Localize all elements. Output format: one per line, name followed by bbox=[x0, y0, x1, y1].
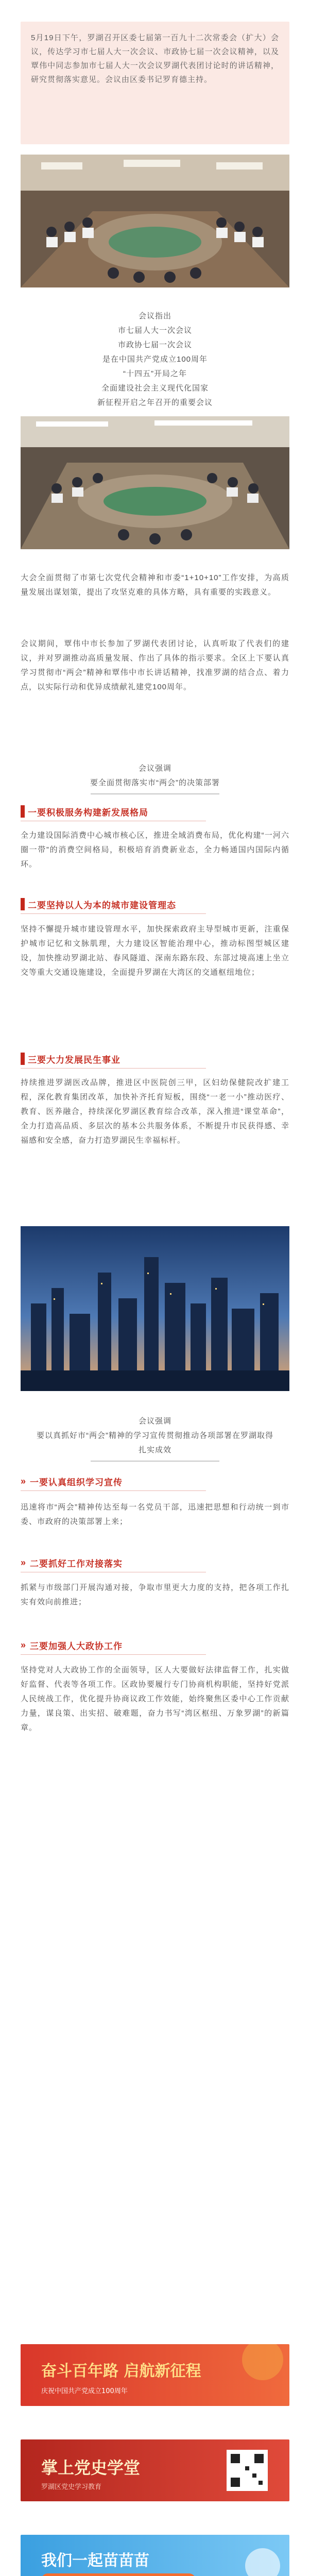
heading-underline bbox=[21, 913, 206, 914]
chevron-right-icon: » bbox=[21, 1557, 26, 1568]
meeting-point-line: 市七届人大一次会议 bbox=[117, 326, 192, 335]
city-skyline-photo bbox=[21, 1226, 289, 1391]
banner-subtitle: 罗湖区党史学习教育 bbox=[41, 2483, 102, 2491]
section-2-title: 要以真抓好市“两会”精神的学习宣传贯彻推动各项部署在罗湖取得扎实成效 bbox=[37, 1431, 273, 1454]
meeting-point-line: “十四五”开局之年 bbox=[123, 369, 187, 378]
meeting-points bbox=[21, 309, 289, 410]
section-1-title: 要全面贯彻落实市“两会”的决策部署 bbox=[90, 778, 220, 787]
chevron-right-icon: » bbox=[21, 1640, 26, 1650]
meeting-points-lead: 会议指出 bbox=[138, 312, 171, 320]
meeting-point-line: 全面建设社会主义现代化国家 bbox=[101, 384, 209, 393]
section-2-item-3-heading: » 三要加强人大政协工作 bbox=[21, 1637, 123, 1653]
meeting-photo-2 bbox=[21, 416, 289, 549]
meeting-point-line: 是在中国共产党成立100周年 bbox=[102, 355, 208, 364]
banner-party-history[interactable] bbox=[21, 2439, 289, 2501]
section-2-item-2-text: 抓紧与市级部门开展沟通对接，争取市里更大力度的支持，把各项工作扎实有效向前推进； bbox=[21, 1583, 289, 1606]
heading-marker bbox=[21, 898, 25, 910]
heading-underline bbox=[21, 1068, 206, 1069]
chevron-right-icon: » bbox=[21, 1476, 26, 1486]
section-1-item-2-heading: 二要坚持以人为本的城市建设管理态 bbox=[21, 896, 176, 912]
section-divider bbox=[91, 1461, 219, 1462]
banner-title: 我们一起苗苗苗 bbox=[41, 2552, 149, 2570]
paragraph-1: 大会全面贯彻了市第七次党代会精神和市委“1+10+10”工作安排，为高质量发展出谋划策，提出了攻坚克难的具体方略，具有重要的实践意义。 bbox=[21, 573, 289, 597]
section-1-item-1-text: 全力建设国际消费中心城市核心区，推进全域消费布局，优化构建“一河六圈一带”的消费空间格局，积极培育消费新业态，全力畅通国内国际内循环。 bbox=[21, 831, 289, 869]
section-2-lead: 会议强调 bbox=[138, 1417, 171, 1426]
banner-centennial[interactable] bbox=[21, 2344, 289, 2406]
banner-title: 奋斗百年路 启航新征程 bbox=[41, 2362, 201, 2380]
paragraph-2: 会议期间，覃伟中市长参加了罗湖代表团讨论，认真听取了代表们的建议，并对罗湖推动高质量发展、作出了具体的指示要求。全区上下要认真学习贯彻市“两会”精神和覃伟中市长讲话精神，找准罗湖的结合点、着力点，以实际行动和优异成绩献礼建党100周年。 bbox=[21, 639, 289, 691]
section-1-item-3-text: 持续推进罗湖医改品牌，推进区中医院创三甲，区妇幼保健院改扩建工程，深化教育集团改革，加快补齐托育短板，围绕“一老一小”推动医疗、教育、医养融合，持续深化罗湖区教育综合改革，深入推进“课堂革命”，全力打造高品质、多层次的基本公共服务体系，不断提升市民获得感、幸福感和安全感，奋力打造罗湖民生幸福标杆。 bbox=[21, 1078, 289, 1145]
intro-summary: 5月19日下午，罗湖召开区委七届第一百九十二次常委会（扩大）会议，传达学习市七届人大一次会议、市政协七届一次会议精神，以及覃伟中同志参加市七届人大一次会议罗湖代表团讨论时的讲话精神，研究贯彻落实意见。会议由区委书记罗育德主持。 bbox=[21, 22, 289, 144]
section-1-item-3-heading: 三要大力发展民生事业 bbox=[21, 1051, 120, 1066]
section-divider bbox=[91, 793, 219, 794]
heading-marker bbox=[21, 805, 25, 818]
banner-subtitle: 庆祝中国共产党成立100周年 bbox=[41, 2387, 128, 2395]
heading-underline bbox=[21, 1654, 206, 1655]
section-2-heading bbox=[21, 1414, 289, 1462]
section-2-item-1-heading: » 一要认真组织学习宣传 bbox=[21, 1473, 123, 1489]
section-1-heading bbox=[21, 761, 289, 794]
meeting-point-line: 市政协七届一次会议 bbox=[117, 341, 192, 349]
meeting-point-line: 新征程开启之年召开的重要会议 bbox=[97, 398, 213, 407]
section-1-lead: 会议强调 bbox=[138, 764, 171, 773]
heading-underline bbox=[21, 1490, 206, 1491]
section-2-item-2-heading: » 二要抓好工作对接落实 bbox=[21, 1555, 123, 1570]
banner-vaccine[interactable] bbox=[21, 2535, 289, 2576]
banner-title: 掌上党史学堂 bbox=[41, 2458, 141, 2478]
meeting-photo-1 bbox=[21, 155, 289, 287]
section-1-item-2-text: 坚持不懈提升城市建设管理水平，加快探索政府主导型城市更新，注重保护城市记忆和文脉肌理，大力建设区智能治理中心，推动标图型城区建设，加快推动罗湖北站、春风隧道、深南东路东段、东部过境高速上坐立交等重大交通设施建设，全面提升罗湖在大湾区的交通枢纽地位； bbox=[21, 925, 289, 977]
section-2-item-3-text: 坚持党对人大政协工作的全面领导，区人大要做好法律监督工作，扎实做好监督、代表等各项工作。区政协要履行专门协商机构职能，坚持好党派人民统战工作，优化提升协商议政工作效能，始终聚焦区委中心工作贡献力量，谋良策、出实招、破难题，奋力书写“湾区枢纽、万象罗湖”的新篇章。 bbox=[21, 1666, 289, 1732]
section-1-item-1-heading: 一要积极服务构建新发展格局 bbox=[21, 804, 148, 819]
section-2-item-1-text: 迅速将市“两会”精神传达至每一名党员干部，迅速把思想和行动统一到市委、市政府的决策部署上来； bbox=[21, 1503, 289, 1526]
heading-marker bbox=[21, 1053, 25, 1065]
